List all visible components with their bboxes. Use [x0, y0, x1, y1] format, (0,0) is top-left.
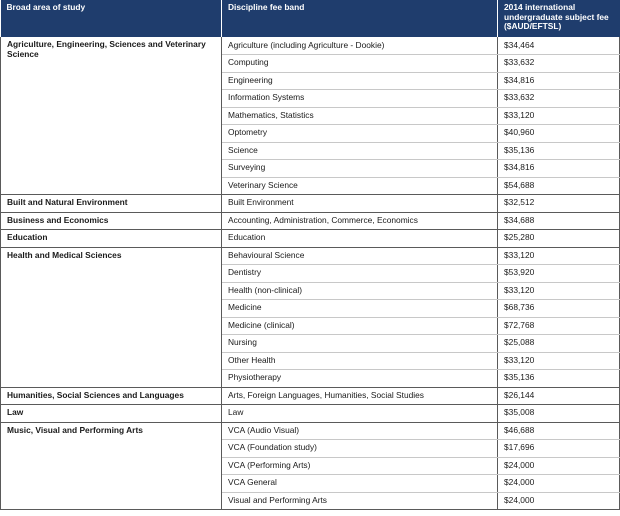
- subject-fee-cell: $34,464: [498, 37, 620, 55]
- discipline-fee-band-cell: Health (non-clinical): [222, 282, 498, 300]
- table-row: [1, 405, 620, 423]
- discipline-fee-band-cell: VCA (Performing Arts): [222, 457, 498, 475]
- subject-fee-cell: $25,280: [498, 230, 620, 248]
- header-discipline-fee-band: Discipline fee band: [222, 0, 498, 37]
- discipline-fee-band-cell: Engineering: [222, 72, 498, 90]
- discipline-fee-band-cell: VCA (Foundation study): [222, 440, 498, 458]
- subject-fee-cell: $72,768: [498, 317, 620, 335]
- table-row: [1, 212, 620, 230]
- subject-fee-cell: $33,120: [498, 352, 620, 370]
- discipline-fee-band-cell: Science: [222, 142, 498, 160]
- table-row: [1, 230, 620, 248]
- subject-fee-cell: $33,632: [498, 90, 620, 108]
- subject-fee-cell: $33,120: [498, 107, 620, 125]
- discipline-fee-band-cell: Visual and Performing Arts: [222, 492, 498, 510]
- header-broad-area: Broad area of study: [1, 0, 222, 37]
- discipline-fee-band-cell: Optometry: [222, 125, 498, 143]
- discipline-fee-band-cell: Medicine: [222, 300, 498, 318]
- broad-area-cell: Education: [1, 230, 222, 248]
- subject-fee-cell: $24,000: [498, 492, 620, 510]
- broad-area-cell: Health and Medical Sciences: [1, 247, 222, 387]
- subject-fee-cell: $35,136: [498, 370, 620, 388]
- discipline-fee-band-cell: Accounting, Administration, Commerce, Economics: [222, 212, 498, 230]
- header-subject-fee: 2014 international undergraduate subject fee ($AUD/EFTSL): [498, 0, 620, 37]
- table-row: [1, 247, 620, 265]
- subject-fee-cell: $35,008: [498, 405, 620, 423]
- discipline-fee-band-cell: Education: [222, 230, 498, 248]
- table-row: [1, 37, 620, 55]
- discipline-fee-band-cell: Mathematics, Statistics: [222, 107, 498, 125]
- subject-fee-cell: $24,000: [498, 457, 620, 475]
- subject-fee-cell: $24,000: [498, 475, 620, 493]
- discipline-fee-band-cell: Nursing: [222, 335, 498, 353]
- subject-fee-cell: $33,632: [498, 55, 620, 73]
- subject-fee-cell: $34,816: [498, 160, 620, 178]
- table-header: [1, 0, 620, 37]
- discipline-fee-band-cell: VCA General: [222, 475, 498, 493]
- discipline-fee-band-cell: Dentistry: [222, 265, 498, 283]
- discipline-fee-band-cell: Built Environment: [222, 195, 498, 213]
- discipline-fee-band-cell: Agriculture (including Agriculture - Dookie): [222, 37, 498, 55]
- header-row: [1, 0, 620, 37]
- subject-fee-cell: $33,120: [498, 282, 620, 300]
- discipline-fee-band-cell: Information Systems: [222, 90, 498, 108]
- discipline-fee-band-cell: Behavioural Science: [222, 247, 498, 265]
- discipline-fee-band-cell: Veterinary Science: [222, 177, 498, 195]
- discipline-fee-band-cell: Surveying: [222, 160, 498, 178]
- discipline-fee-band-cell: Medicine (clinical): [222, 317, 498, 335]
- subject-fee-cell: $40,960: [498, 125, 620, 143]
- broad-area-cell: Music, Visual and Performing Arts: [1, 422, 222, 510]
- subject-fee-cell: $32,512: [498, 195, 620, 213]
- subject-fee-cell: $53,920: [498, 265, 620, 283]
- subject-fee-cell: $34,688: [498, 212, 620, 230]
- subject-fee-cell: $26,144: [498, 387, 620, 405]
- table-body: [1, 37, 620, 510]
- discipline-fee-band-cell: Other Health: [222, 352, 498, 370]
- subject-fee-cell: $68,736: [498, 300, 620, 318]
- discipline-fee-band-cell: Law: [222, 405, 498, 423]
- subject-fee-cell: $25,088: [498, 335, 620, 353]
- broad-area-cell: Law: [1, 405, 222, 423]
- discipline-fee-band-cell: Arts, Foreign Languages, Humanities, Social Studies: [222, 387, 498, 405]
- broad-area-cell: Humanities, Social Sciences and Languages: [1, 387, 222, 405]
- discipline-fee-band-cell: VCA (Audio Visual): [222, 422, 498, 440]
- discipline-fee-band-cell: Computing: [222, 55, 498, 73]
- broad-area-cell: Agriculture, Engineering, Sciences and Veterinary Science: [1, 37, 222, 195]
- subject-fee-cell: $35,136: [498, 142, 620, 160]
- table-row: [1, 387, 620, 405]
- table-row: [1, 195, 620, 213]
- table-row: [1, 422, 620, 440]
- subject-fee-cell: $17,696: [498, 440, 620, 458]
- subject-fee-cell: $34,816: [498, 72, 620, 90]
- broad-area-cell: Business and Economics: [1, 212, 222, 230]
- discipline-fee-band-cell: Physiotherapy: [222, 370, 498, 388]
- subject-fee-cell: $46,688: [498, 422, 620, 440]
- broad-area-cell: Built and Natural Environment: [1, 195, 222, 213]
- subject-fee-cell: $33,120: [498, 247, 620, 265]
- subject-fee-cell: $54,688: [498, 177, 620, 195]
